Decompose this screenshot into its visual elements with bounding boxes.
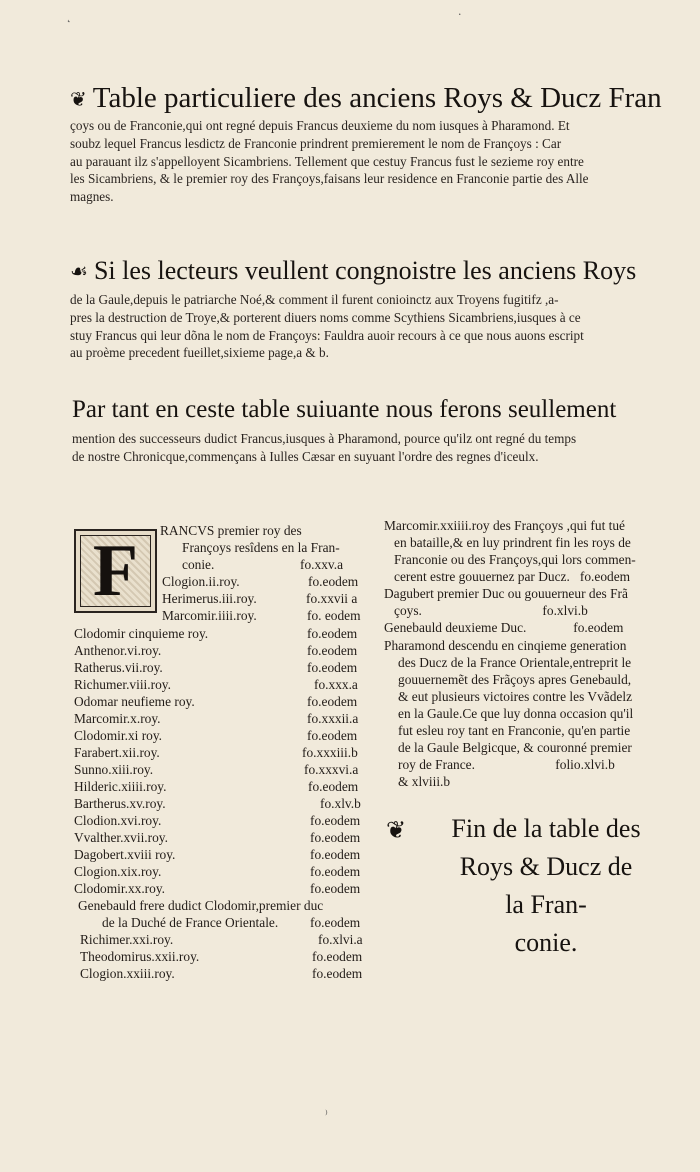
right-line: Pharamond descendu en cinqieme generation — [384, 638, 627, 653]
section-heading-3 — [72, 396, 616, 424]
right-line: gouuernemẽt des Frãçoys apres Genebauld, — [398, 672, 632, 687]
right-line: Marcomir.xxiiii.roy des Françoys ,qui fut tué — [384, 518, 625, 533]
text-line: mention des successeurs dudict Francus,iusques à Pharamond, pource qu'ilz ont regné du temps — [72, 431, 577, 446]
intro-line: Françoys resîdens en la Fran- — [182, 540, 340, 555]
page-mark-left: ˛ — [66, 10, 72, 23]
text-line: magnes. — [70, 189, 114, 205]
heading-text: Si les lecteurs veullent congnoistre les anciens Roys — [93, 256, 637, 285]
text-line: de la Gaule,depuis le patriarche Noé,& comment il furent conioinctz aux Troyens fugitifz ,a- — [70, 292, 559, 307]
text-line: au parauant ilz s'appelloyent Sicambriens. Tellement que cestuy Francus fust le sezieme roy entre — [70, 153, 584, 169]
right-line: Franconie ou des Françoys,qui lors commen- — [394, 552, 636, 567]
page-mark-bottom: ⁾ — [325, 1108, 328, 1121]
heading-text: Par tant en ceste table suiuante nous ferons seullement — [72, 396, 617, 423]
text-line: de nostre Chronicque,commençans à Iulles Cæsar en suyuant l'ordre des regnes d'iceulx. — [72, 448, 539, 464]
text-line: stuy Francus qui leur dõna le nom de Françoys: Fauldra auoir recours à ce que nous auons escript — [70, 327, 584, 343]
right-line: Genebauld deuxieme Duc. fo.eodem — [384, 620, 624, 635]
initial-letter: F — [92, 530, 139, 612]
end-title-line: Roys & Ducz de — [459, 852, 633, 881]
text-line: au proème precedent fueillet,sixieme page,a & b. — [70, 345, 329, 361]
page-mark-center: · — [458, 8, 462, 21]
end-title-line: conie. — [514, 928, 578, 957]
text-line: les Sicambriens, & le premier roy des Françoys,faisans leur residence en Franconie partie des Alle — [70, 171, 589, 187]
paragraph-3 — [72, 430, 670, 466]
right-line: cerent estre gouuernez par Ducz. fo.eodem — [394, 569, 631, 584]
text-line: pres la destruction de Troye,& porterent diuers noms comme Scythiens Sicambriens,iusques à ce — [70, 309, 581, 325]
fleuron-icon: ❦ — [386, 816, 407, 844]
decorated-initial — [74, 529, 157, 613]
book-page: ˛ · ⁾ ❦ Table particuliere des anciens Roys & Ducz Fran çoys ou de Franconie,qui ont regné depuis Francus deuxieme du nom iusques à Pharamond. Et soubz lequel Francus lesdictz de Franconie prindrent premierement le nom de Françoys : Car au parauant ilz s'appelloyent Sicambriens. Tellement que cestuy Francus fust le sezieme roy entre les Sicambriens, & le premier roy des Françoys,faisans leur residence en Franconie partie des Alle magnes. ☙ Si les lecteurs veullent congnoistre les anciens Roys de la Gaule,depuis le patriarche Noé,& comment il furent conioinctz aux Troyens fugitifz ,a- pres la destruction de Troye,& porterent diuers noms comme Scythiens Sicambriens,iusques à ce stuy Francus qui leur dõna le nom de Françoys: Fauldra auoir recours à ce que nous auons escript au proème precedent fueillet,sixieme page,a & b. Par tant en ceste table suiuante nous ferons seullement mention des successeurs dudict Francus,iusques à Pharamond, pource qu'ilz ont regné du temps de nostre Chronicque,commençans à Iulles Cæsar en suyuant l'ordre des regnes d'iceulx. F RANCVS premier roy des Françoys resîdens en la Fran- conie. fo.xxv.a Clogion.ii.roy. fo.eodem Herimerus.iii.roy. fo.xxvii a Marcomir.iiii.roy. fo. eodem Clodomir cinquieme roy. fo.eodem Anthenor.vi.roy. fo.eodem Ratherus.vii.roy. fo.eodem Richumer.viii.roy. fo.xxx.a Odomar neufieme roy. fo.eodem Marcomir.x.roy. fo.xxxii.a Clodomir.xi roy. fo.eodem Farabert.xii.roy. fo.xxxiii.b Sunno.xiii.roy. fo.xxxvi.a Hilderic.xiiii.roy. fo.eodem Bartherus.xv.roy. fo.xlv.b Clodion.xvi.roy. fo.eodem Vvalther.xvii.roy. fo.eodem Dagobert.xviii roy. fo.eodem Clogion.xix.roy. fo.eodem Clodomir.xx.roy. fo.eodem Genebauld frere dudict Clodomir,premier duc de la Duché de France Orientale. fo.eodem Richimer.xxi.roy. fo.xlvi.a Theodomirus.xxii.roy. fo.eodem Clogion.xxiii.roy. fo.eodem Marcomir.xxiiii.roy des Françoys ,qui fut tué en bataille,& en luy prindrent fin les roys de Franconie ou des Françoys,qui lors commen- cerent estre gouuernez par Ducz. fo.eodem Dagubert premier Duc ou gouuerneur des Frã çoys. fo.xlvi.b Genebauld deuxieme Duc. fo.eodem Pharamond descendu en cinqieme generation des Ducz de la France Orientale,entreprit le gouuernemẽt des Frãçoys apres Genebauld, & eut plusieurs victoires contre les Vvãdelz en la Gaule.Ce que luy donna occasion qu'il fut esleu roy tant en Franconie, qu'en partie de la Gaule Belgicque, & couronné premier roy de France. folio.xlvi.b & xlviii.b ❦ Fin de la table des Roys & Ducz de la Fran- conie. — [0, 0, 700, 1172]
right-line: & eut plusieurs victoires contre les Vvãdelz — [398, 689, 633, 704]
end-title-line: la Fran- — [505, 890, 587, 919]
right-line: de la Gaule Belgicque, & couronné premier — [398, 740, 632, 755]
right-line: en la Gaule.Ce que luy donna occasion qu'il — [398, 706, 634, 721]
right-line: fut esleu roy tant en Franconie, qu'en partie — [398, 723, 631, 738]
section-heading-2 — [70, 256, 636, 286]
heading-text: Table particuliere des anciens Roys & Ducz Fran — [92, 82, 662, 114]
fleuron-icon: ❦ — [70, 89, 87, 111]
right-line: en bataille,& en luy prindrent fin les roys de — [394, 535, 631, 550]
text-line: çoys ou de Franconie,qui ont regné depuis Francus deuxieme du nom iusques à Pharamond. Et — [70, 118, 570, 133]
right-line: çoys. fo.xlvi.b — [394, 603, 588, 618]
right-line: des Ducz de la France Orientale,entreprit le — [398, 655, 632, 670]
section-heading-1 — [70, 82, 662, 115]
right-line: roy de France. folio.xlvi.b — [398, 757, 615, 772]
fleuron-icon: ☙ — [70, 261, 88, 283]
intro-line: RANCVS premier roy des — [160, 523, 302, 538]
end-title — [420, 810, 672, 962]
text-line: soubz lequel Francus lesdictz de Franconie prindrent premierement le nom de Françoys : Car — [70, 135, 562, 151]
right-line: Dagubert premier Duc ou gouuerneur des Frã — [384, 586, 628, 601]
paragraph-2 — [70, 291, 668, 362]
end-title-line: Fin de la table des — [451, 814, 641, 843]
right-line: & xlviii.b — [398, 774, 451, 789]
paragraph-1 — [70, 117, 668, 206]
